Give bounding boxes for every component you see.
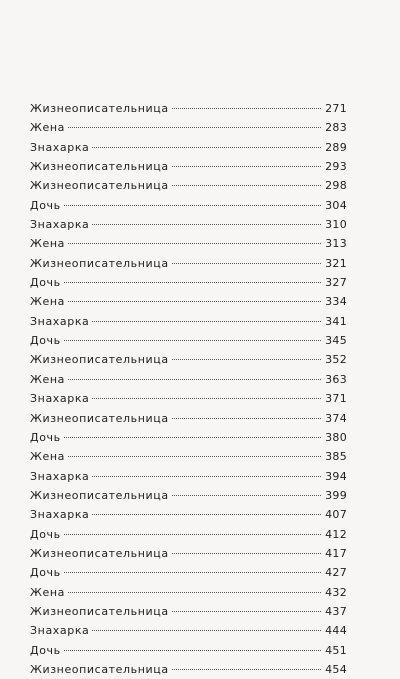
toc-entry-title: Жена — [30, 372, 65, 386]
toc-leader-dots — [92, 147, 321, 148]
toc-entry — [30, 583, 347, 602]
toc-entry-page-number: 380 — [325, 430, 347, 444]
toc-entry-page-number: 271 — [325, 102, 347, 115]
toc-entry — [30, 176, 347, 195]
toc-leader-dots — [64, 340, 321, 341]
toc-leader-dots — [172, 669, 321, 670]
toc-leader-dots — [68, 243, 321, 244]
toc-entry-page-number: 385 — [325, 450, 347, 464]
toc-entry — [30, 350, 347, 369]
toc-leader-dots — [68, 127, 321, 128]
toc-entry — [30, 157, 347, 176]
toc-entry-page-number: 399 — [325, 488, 347, 502]
toc-entry-page-number: 283 — [325, 121, 347, 135]
toc-entry — [30, 505, 347, 524]
toc-entry-page-number: 432 — [325, 585, 347, 599]
toc-entry — [30, 389, 347, 408]
toc-leader-dots — [64, 282, 321, 283]
toc-entry — [30, 467, 347, 486]
toc-entry-page-number: 334 — [325, 295, 347, 309]
toc-entry-title: Жена — [30, 585, 65, 599]
toc-entry-title: Жизнеописательница — [30, 488, 169, 502]
toc-entry-title: Дочь — [30, 198, 61, 212]
toc-leader-dots — [92, 476, 321, 477]
toc-entry-title: Дочь — [30, 276, 61, 290]
toc-entry-page-number: 437 — [325, 604, 347, 618]
toc-entry — [30, 544, 347, 563]
toc-leader-dots — [64, 437, 321, 438]
toc-leader-dots — [172, 418, 321, 419]
toc-entry-title: Жизнеописательница — [30, 179, 169, 193]
toc-entry-page-number: 407 — [325, 508, 347, 522]
toc-entry-title: Жена — [30, 295, 65, 309]
toc-entry-page-number: 352 — [325, 353, 347, 367]
toc-leader-dots — [92, 224, 321, 225]
toc-leader-dots — [172, 263, 321, 264]
toc-entry-title: Жизнеописательница — [30, 411, 169, 425]
toc-leader-dots — [172, 185, 321, 186]
toc-entry-page-number: 363 — [325, 372, 347, 386]
toc-entry-page-number: 310 — [325, 218, 347, 232]
toc-entry — [30, 331, 347, 350]
toc-entry — [30, 660, 347, 679]
toc-entry-title: Знахарка — [30, 392, 90, 406]
toc-leader-dots — [64, 650, 321, 651]
toc-entry-title: Дочь — [30, 527, 61, 541]
toc-entry — [30, 215, 347, 234]
toc-entry-page-number: 327 — [325, 276, 347, 290]
toc-entry — [30, 273, 347, 292]
toc-entry-title: Знахарка — [30, 140, 90, 154]
toc-entry-title: Знахарка — [30, 218, 90, 232]
toc-entry-title: Знахарка — [30, 469, 90, 483]
toc-entry-page-number: 454 — [325, 662, 347, 676]
toc-entry-title: Жизнеописательница — [30, 160, 169, 174]
toc-leader-dots — [64, 572, 321, 573]
toc-entry-page-number: 371 — [325, 392, 347, 406]
toc-entry — [30, 525, 347, 544]
toc-entry-page-number: 304 — [325, 198, 347, 212]
toc-entry-page-number: 298 — [325, 179, 347, 193]
toc-entry-title: Дочь — [30, 566, 61, 580]
toc-entry-title: Дочь — [30, 430, 61, 444]
toc-entry-title: Знахарка — [30, 314, 90, 328]
toc-entry-page-number: 321 — [325, 256, 347, 270]
toc-leader-dots — [172, 166, 321, 167]
toc-entry-title: Жена — [30, 237, 65, 251]
toc-entry-title: Знахарка — [30, 508, 90, 522]
toc-entry-page-number: 289 — [325, 140, 347, 154]
toc-entry-page-number: 341 — [325, 314, 347, 328]
toc-entry — [30, 118, 347, 137]
toc-entry-page-number: 451 — [325, 643, 347, 657]
table-of-contents — [30, 99, 347, 679]
toc-entry-page-number: 293 — [325, 160, 347, 174]
toc-entry-page-number: 345 — [325, 334, 347, 348]
toc-entry-page-number: 394 — [325, 469, 347, 483]
toc-leader-dots — [92, 398, 321, 399]
toc-leader-dots — [64, 534, 321, 535]
toc-entry-page-number: 444 — [325, 624, 347, 638]
toc-entry-title: Жена — [30, 121, 65, 135]
toc-leader-dots — [68, 301, 321, 302]
toc-entry-title: Дочь — [30, 334, 61, 348]
toc-leader-dots — [68, 456, 321, 457]
toc-leader-dots — [68, 379, 321, 380]
toc-leader-dots — [92, 630, 321, 631]
toc-entry — [30, 254, 347, 273]
toc-entry — [30, 641, 347, 660]
toc-entry-title: Дочь — [30, 643, 61, 657]
toc-entry — [30, 563, 347, 582]
toc-entry-title: Жизнеописательница — [30, 353, 169, 367]
toc-leader-dots — [172, 611, 321, 612]
toc-entry — [30, 621, 347, 640]
toc-entry-title: Жизнеописательница — [30, 102, 169, 115]
toc-entry — [30, 409, 347, 428]
toc-entry — [30, 447, 347, 466]
toc-leader-dots — [172, 495, 321, 496]
toc-entry — [30, 234, 347, 253]
toc-entry — [30, 486, 347, 505]
toc-entry-page-number: 313 — [325, 237, 347, 251]
toc-entry — [30, 312, 347, 331]
toc-entry-page-number: 374 — [325, 411, 347, 425]
toc-leader-dots — [172, 553, 321, 554]
toc-leader-dots — [68, 592, 321, 593]
toc-leader-dots — [92, 321, 321, 322]
toc-leader-dots — [172, 108, 321, 109]
toc-entry — [30, 428, 347, 447]
toc-entry — [30, 602, 347, 621]
toc-entry — [30, 99, 347, 118]
toc-entry-page-number: 417 — [325, 546, 347, 560]
toc-entry-title: Жизнеописательница — [30, 604, 169, 618]
toc-entry-page-number: 427 — [325, 566, 347, 580]
toc-leader-dots — [92, 514, 321, 515]
toc-leader-dots — [172, 359, 321, 360]
toc-entry — [30, 138, 347, 157]
toc-leader-dots — [64, 205, 321, 206]
toc-entry-title: Жизнеописательница — [30, 546, 169, 560]
toc-entry-title: Жизнеописательница — [30, 256, 169, 270]
toc-entry-title: Знахарка — [30, 624, 90, 638]
toc-entry-title: Жизнеописательница — [30, 662, 169, 676]
toc-entry — [30, 292, 347, 311]
toc-entry-page-number: 412 — [325, 527, 347, 541]
toc-entry — [30, 370, 347, 389]
toc-entry — [30, 196, 347, 215]
toc-entry-title: Жена — [30, 450, 65, 464]
